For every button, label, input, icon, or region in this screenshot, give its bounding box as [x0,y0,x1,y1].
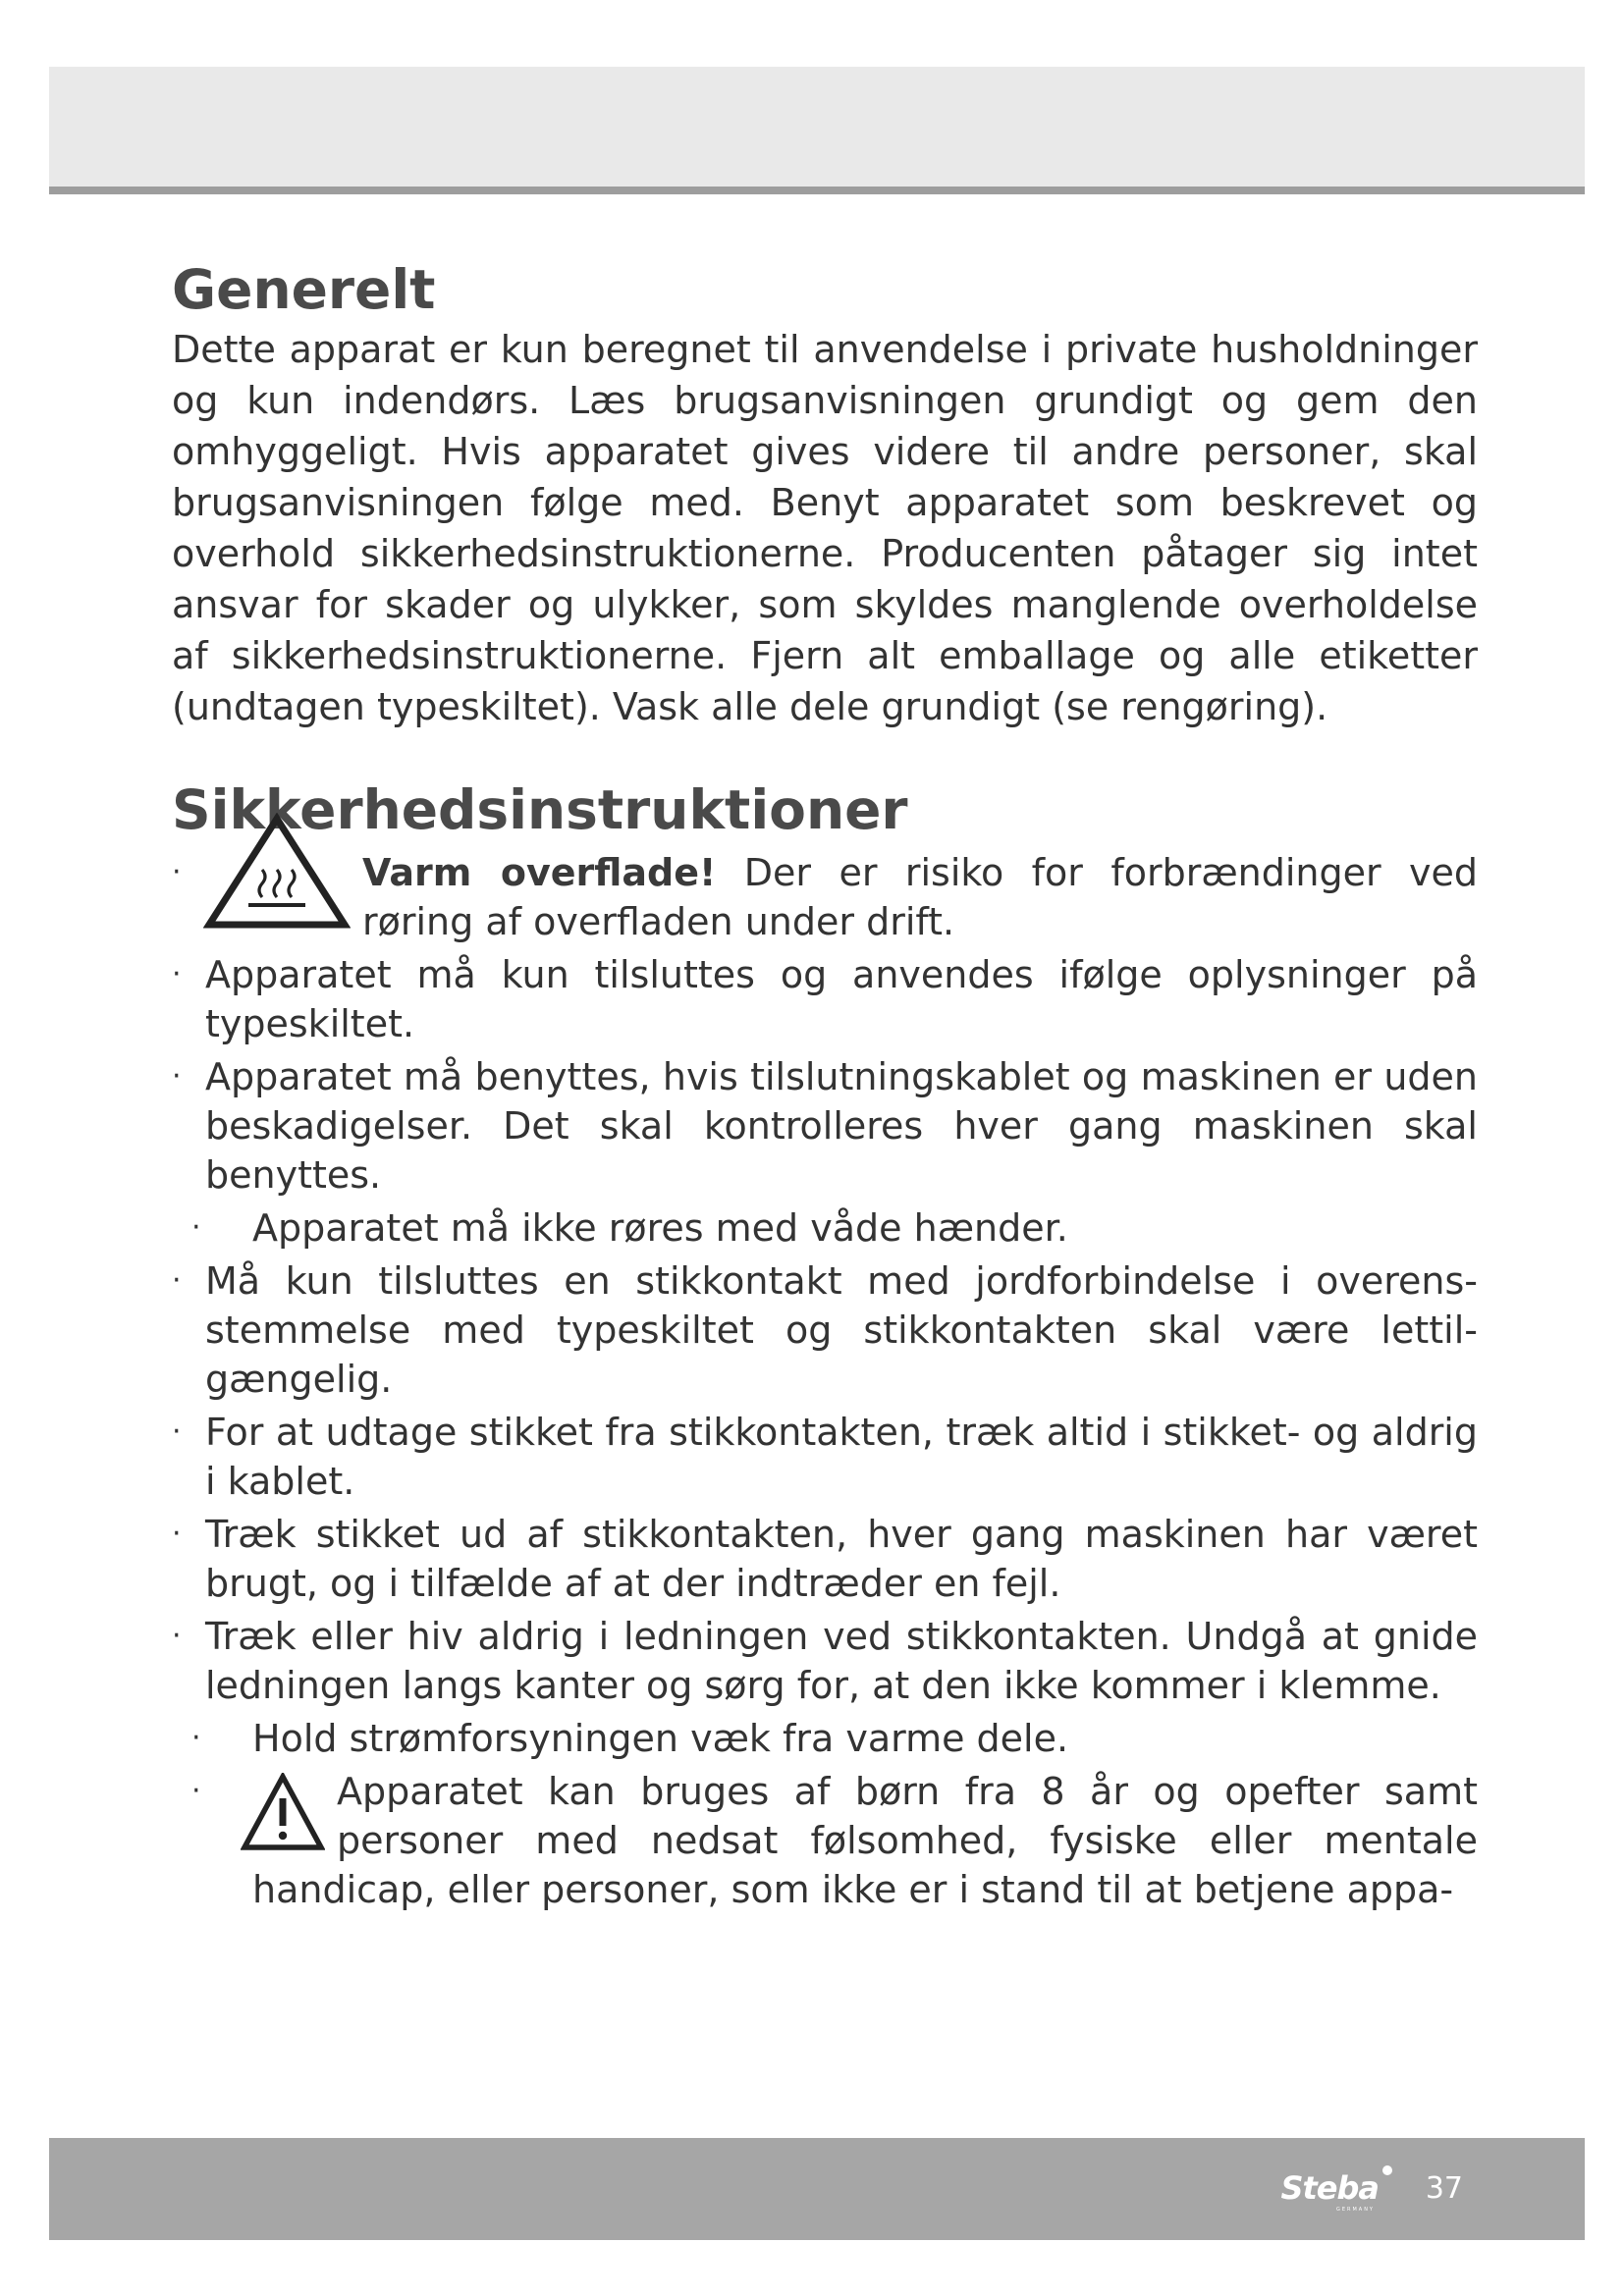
list-item [172,1256,1478,1404]
list-item-text: For at udtage stikket fra stikkontakten, træk altid i stikket- og aldrig i kablet. [205,1411,1478,1503]
steba-logo: Steba [1280,2169,1379,2207]
hot-surface-text: Der er risiko for forbrændinger ved røring af overfladen under drift. [362,851,1478,943]
hot-surface-warning-icon [203,813,351,931]
list-item-text: Apparatet må kun tilsluttes og anvendes ifølge oplysninger på typeskiltet. [205,953,1478,1045]
list-item-text: Apparatet må ikke røres med våde hænder. [252,1206,1068,1250]
bullet: · [191,1774,201,1808]
caution-warning-icon [241,1773,325,1851]
bullet: · [172,1059,182,1094]
general-heading: Generelt [172,258,436,321]
general-body: Dette apparat er kun beregnet til anvendelse i private husholdninger og kun indendørs. Læs brugsanvisningen grundigt og gem den omhyggeligt. Hvis apparatet gives videre til andre personer, skal brugsanvisningen følge med. Benyt apparatet som beskrevet og overhold sikkerhedsinstruktionerne. Producenten påtager sig intet ansvar for skader og ulykker, som skyldes manglende overholdelse af sikkerhedsinstruktionerne. Fjern alt emballage og alle etiketter (undtagen typeskiltet). Vask alle dele grundigt (se rengøring). [172,328,1478,728]
list-item-hot-surface [172,848,1478,946]
bullet: · [172,1517,182,1551]
list-item [172,1408,1478,1506]
list-item [172,1714,1478,1763]
safety-heading: Sikkerhedsinstruktioner [172,778,908,841]
header-band [49,67,1585,194]
bullet: · [172,1415,182,1449]
bullet: · [172,957,182,991]
steba-logo-subtitle: GERMANY [1335,2207,1375,2213]
list-item [172,1203,1478,1253]
registered-mark-icon [1382,2165,1392,2175]
safety-list [172,848,1478,1914]
list-item-caution [172,1767,1478,1914]
list-item [172,1510,1478,1608]
bullet: · [191,1721,201,1755]
footer-band [49,2138,1585,2240]
list-item-text: Apparatet kan bruges af børn fra 8 år og opefter samt personer med nedsat følsomhed, fysiske eller mentale handicap, eller personer, som ikke er i stand til at betjene appa- [252,1770,1478,1911]
list-item-text: Må kun tilsluttes en stikkontakt med jordforbindelse i overensstemmelse med typeskiltet og stikkontakten skal være lettilgængelig. [205,1259,1478,1401]
bullet: · [172,1619,182,1653]
list-item [172,1052,1478,1200]
list-item-text: Hold strømforsyningen væk fra varme dele. [252,1717,1069,1760]
list-item [172,1612,1478,1710]
hot-surface-lead: Varm overflade! [362,851,717,894]
bullet: · [172,855,182,889]
page-number: 37 [1425,2171,1463,2206]
bullet: · [191,1210,201,1245]
bullet: · [172,1263,182,1298]
list-item-text: Træk stikket ud af stikkontakten, hver gang maskinen har været brugt, og i tilfælde af at der indtræder en fejl. [205,1513,1478,1605]
page-content [172,257,1478,1918]
list-item-text: Apparatet må benyttes, hvis tilslutningskablet og maskinen er uden beskadigelser. Det skal kontrolleres hver gang maskinen skal benyttes. [205,1055,1478,1197]
list-item-text: Træk eller hiv aldrig i ledningen ved stikkontakten. Undgå at gnide ledningen langs kanter og sørg for, at den ikke kommer i klemme. [205,1615,1478,1707]
list-item [172,950,1478,1048]
